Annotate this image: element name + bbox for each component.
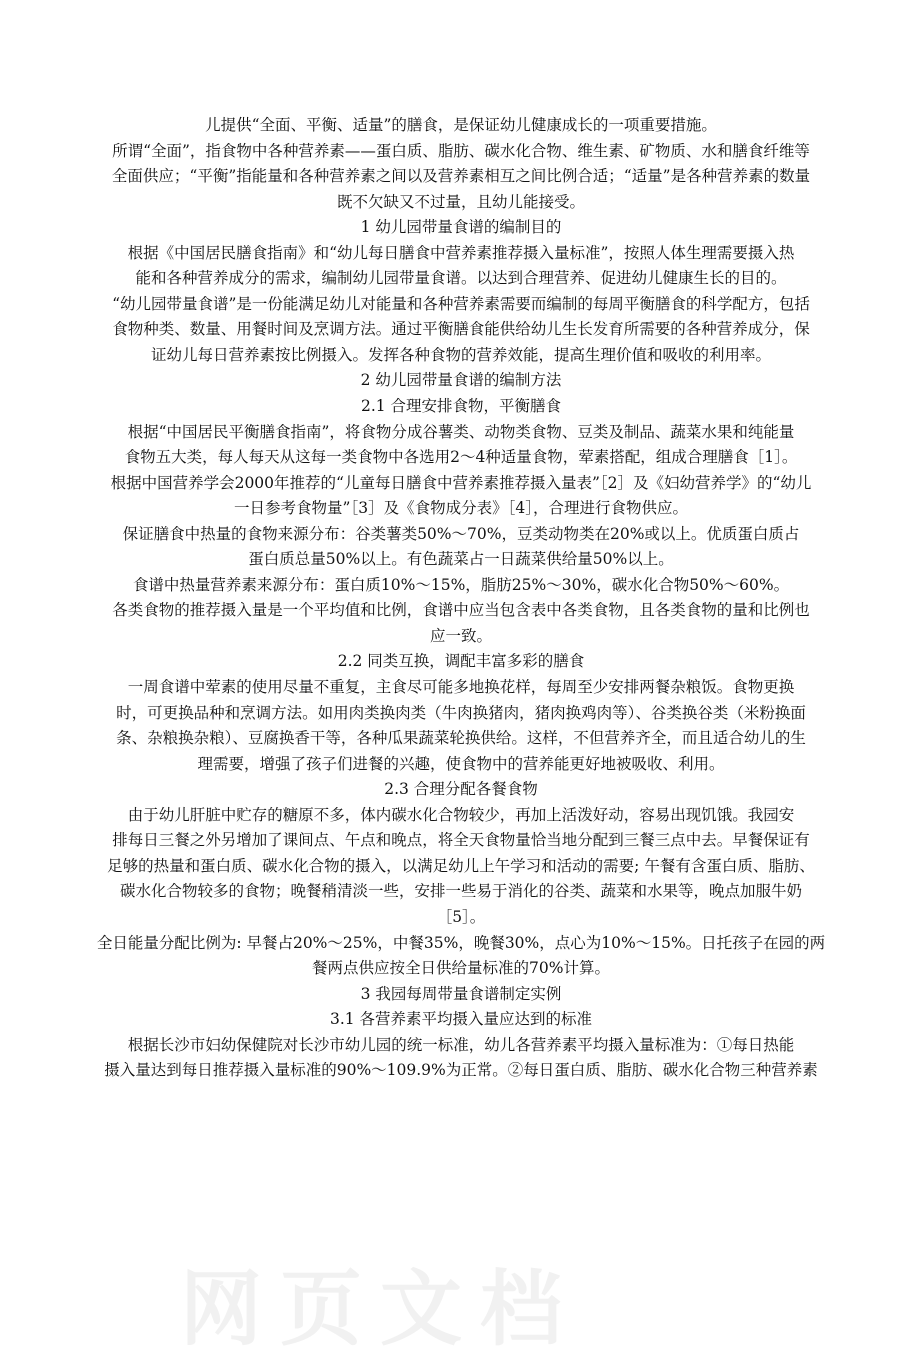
text-line: 各类食物的推荐摄入量是一个平均值和比例，食谱中应当包含表中各类食物，且各类食物的量和比例也 <box>112 601 810 620</box>
text-line: 足够的热量和蛋白质、碳水化合物的摄入，以满足幼儿上午学习和活动的需要; 午餐有含蛋白质、脂肪、 <box>107 856 815 875</box>
subsection-heading: 2.3 合理分配各餐食物 <box>384 780 538 799</box>
text-line: “幼儿园带量食谱”是一份能满足幼儿对能量和各种营养素需要而编制的每周平衡膳食的科学配方，包括 <box>112 294 810 313</box>
section-heading: 2 幼儿园带量食谱的编制方法 <box>360 371 562 390</box>
text-line: 一周食谱中荤素的使用尽量不重复，主食尽可能多地换花样，每周至少安排两餐杂粮饭。食物更换 <box>127 678 795 697</box>
text-line: 时，可更换品种和烹调方法。如用肉类换肉类（牛肉换猪肉，猪肉换鸡肉等）、谷类换谷类（米粉换面 <box>116 703 806 722</box>
text-line: 条、杂粮换杂粮）、豆腐换香干等，各种瓜果蔬菜轮换供给。这样，不但营养齐全，而且适合幼儿的生 <box>116 729 806 748</box>
text-line: 全日能量分配比例为: 早餐占20%～25%，中餐35%，晚餐30%，点心为10%～15%。日托孩子在园的两 <box>96 933 826 952</box>
section-heading: 3 我园每周带量食谱制定实例 <box>360 984 562 1003</box>
text-line: 根据“中国居民平衡膳食指南”，将食物分成谷薯类、动物类食物、豆类及制品、蔬菜水果和纯能量 <box>127 422 795 441</box>
text-line: 所谓“全面”，指食物中各种营养素——蛋白质、脂肪、碳水化合物、维生素、矿物质、水和膳食纤维等 <box>112 141 810 160</box>
text-line: 蛋白质总量50%以上。有色蔬菜占一日蔬菜供给量50%以上。 <box>248 550 674 569</box>
text-line: 能和各种营养成分的需求，编制幼儿园带量食谱。以达到合理营养、促进幼儿健康生长的目的。 <box>135 269 787 288</box>
text-line: 根据长沙市妇幼保健院对长沙市幼儿园的统一标准，幼儿各营养素平均摄入量标准为：①每日热能 <box>127 1035 795 1054</box>
document-body <box>96 113 826 1084</box>
text-line: ［5］。 <box>436 907 486 926</box>
text-line: 食谱中热量营养素来源分布：蛋白质10%～15%，脂肪25%～30%，碳水化合物50%～60%。 <box>132 575 790 594</box>
text-line: 儿提供“全面、平衡、适量”的膳食，是保证幼儿健康成长的一项重要措施。 <box>205 116 717 134</box>
subsection-heading: 3.1 各营养素平均摄入量应达到的标准 <box>329 1010 593 1029</box>
watermark-text: 网页文档 <box>180 1262 581 1357</box>
subsection-heading: 2.1 合理安排食物，平衡膳食 <box>360 397 562 416</box>
text-line: 排每日三餐之外另增加了课间点、午点和晚点，将全天食物量恰当地分配到三餐三点中去。早餐保证有 <box>112 831 810 850</box>
text-line: 全面供应；“平衡”指能量和各种营养素之间以及营养素相互之间比例合适；“适量”是各种营养素的数量 <box>111 167 811 186</box>
text-line: 餐两点供应按全日供给量标准的70%计算。 <box>312 959 610 978</box>
text-line: 理需要，增强了孩子们进餐的兴趣，使食物中的营养能更好地被吸收、利用。 <box>197 754 725 773</box>
text-line: 既不欠缺又不过量，且幼儿能接受。 <box>336 192 585 211</box>
subsection-heading: 2.2 同类互换，调配丰富多彩的膳食 <box>337 652 585 671</box>
text-line: 保证膳食中热量的食物来源分布：谷类薯类50%～70%，豆类动物类在20%或以上。优质蛋白质占 <box>122 524 800 543</box>
text-line: 由于幼儿肝脏中贮存的糖原不多，体内碳水化合物较少，再加上活泼好动，容易出现饥饿。我园安 <box>127 805 795 824</box>
text-line: 一日参考食物量”［3］及《食物成分表》［4］，合理进行食物供应。 <box>234 499 688 518</box>
section-heading: 1 幼儿园带量食谱的编制目的 <box>360 218 562 237</box>
watermark <box>0 1232 920 1357</box>
text-line: 碳水化合物较多的食物；晚餐稍清淡一些，安排一些易于消化的谷类、蔬菜和水果等，晚点加服牛奶 <box>119 882 802 901</box>
text-line: 证幼儿每日营养素按比例摄入。发挥各种食物的营养效能，提高生理价值和吸收的利用率。 <box>150 345 771 364</box>
text-line: 食物五大类，每人每天从这每一类食物中各选用2～4种适量食物，荤素搭配，组成合理膳食［1］。 <box>124 448 798 467</box>
text-line: 根据《中国居民膳食指南》和“幼儿每日膳食中营养素推荐摄入量标准”，按照人体生理需要摄入热 <box>127 243 795 262</box>
text-line: 食物种类、数量、用餐时间及烹调方法。通过平衡膳食能供给幼儿生长发育所需要的各种营养成分，保 <box>112 320 810 339</box>
text-line: 应一致。 <box>429 626 492 645</box>
text-line: 根据中国营养学会2000年推荐的“儿童每日膳食中营养素推荐摄入量表”［2］及《妇幼营养学》的“幼儿 <box>110 473 812 492</box>
text-line: 摄入量达到每日推荐摄入量标准的90%～109.9%为正常。②每日蛋白质、脂肪、碳水化合物三种营养素 <box>104 1061 818 1080</box>
